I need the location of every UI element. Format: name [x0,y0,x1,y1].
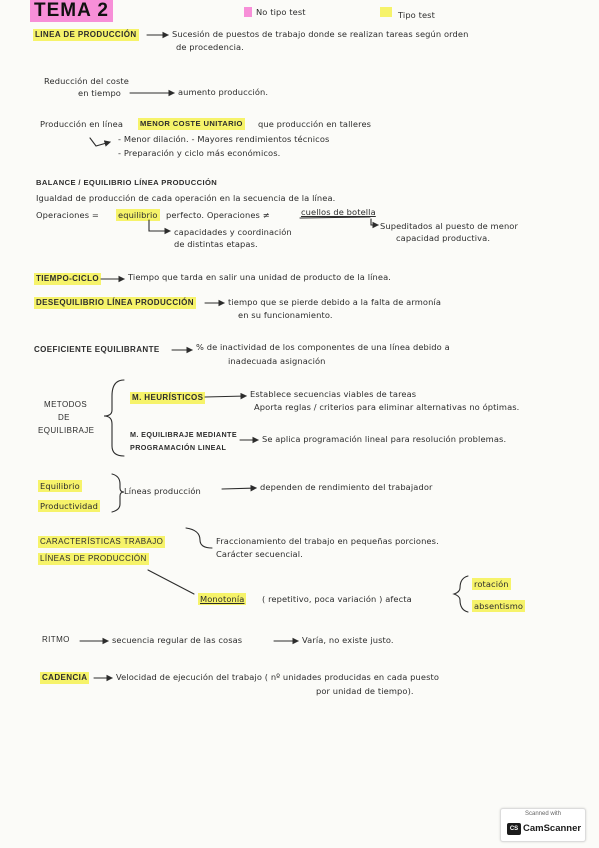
term-caracteristicas-1: CARACTERÍSTICAS TRABAJO [40,537,164,546]
reduccion-resultado: aumento producción. [178,87,269,97]
scanner-caption: Scanned with [524,811,562,817]
def-cadencia-1: Velocidad de ejecución del trabajo ( nº unidades producidas en cada puesto [116,672,440,682]
prod-linea-highlight: MENOR COSTE UNITARIO [140,119,243,128]
brace-caracteristicas [186,528,212,548]
arrow-lineas [222,488,256,489]
supeditados-2: capacidad productiva. [396,233,491,243]
term-heuristicos: M. HEURÍSTICOS [132,393,204,402]
ventajas-1: - Menor dilación. - Mayores rendimientos técnicos [118,134,330,144]
term-coeficiente: COEFICIENTE EQUILIBRANTE [34,345,160,354]
reduccion-coste-2: en tiempo [78,88,121,98]
def-cadencia-2: por unidad de tiempo). [316,686,414,696]
prod-linea-pre: Producción en línea [40,119,124,129]
def-ritmo: secuencia regular de las cosas [112,635,243,645]
def-heuristicos-2: Aporta reglas / criterios para eliminar alternativas no óptimas. [254,402,520,412]
cuellos-botella: cuellos de botella [301,207,376,217]
page-title: TEMA 2 [30,0,113,22]
line-monotonia [148,570,194,594]
operaciones-highlight: equilibrio [118,210,158,220]
capacidades-1: capacidades y coordinación [174,227,292,237]
metodos-label-1: METODOS [44,400,88,409]
def-caracteristicas-1: Fraccionamiento del trabajo en pequeñas porciones. [216,536,439,546]
def-coeficiente-1: % de inactividad de los componentes de una línea debido a [196,342,450,352]
def-heuristicos-1: Establece secuencias viables de tareas [250,389,417,399]
supeditados-1: Supeditados al puesto de menor [380,221,518,231]
def-linea-produccion-2: de procedencia. [176,42,244,52]
operaciones-pre: Operaciones = [36,210,99,220]
arrow-capacidades [149,220,170,231]
ventajas-2: - Preparación y ciclo más económicos. [118,148,281,158]
word-productividad: Productividad [40,501,98,511]
legend-label-no-test: No tipo test [256,7,306,17]
brace-equilibrio [112,474,124,512]
def-caracteristicas-2: Carácter secuencial. [216,549,303,559]
word-absentismo: absentismo [474,601,524,611]
term-lineal-2: PROGRAMACIÓN LINEAL [130,443,227,452]
underline-cuellos [300,217,370,218]
word-monotonia: Monotonía [200,594,245,604]
camscanner-logo-icon: CS [507,823,521,835]
operaciones-post: perfecto. Operaciones ≠ [166,210,270,220]
monotonia-post: ( repetitivo, poca variación ) afecta [262,594,412,604]
word-rotacion: rotación [474,579,509,589]
brace-metodos [104,380,124,456]
def-tiempo-ciclo: Tiempo que tarda en salir una unidad de producto de la línea. [128,272,391,282]
def-desequilibrio-2: en su funcionamiento. [238,310,333,320]
term-caracteristicas-2: LÍNEAS DE PRODUCCIÓN [40,554,147,563]
ritmo-resultado: Varía, no existe justo. [302,635,394,645]
arrow-heuristicos [205,396,246,397]
arrow-ventajas [90,138,110,146]
word-equilibrio: Equilibrio [40,481,80,491]
term-tiempo-ciclo: TIEMPO-CICLO [36,274,100,283]
brace-monotonia [454,576,468,612]
term-cadencia: CADENCIA [42,673,88,682]
capacidades-2: de distintas etapas. [174,239,258,249]
term-linea-produccion: LINEA DE PRODUCCIÓN [35,30,137,39]
scanner-badge [500,808,586,842]
balance-title: BALANCE / EQUILIBRIO LÍNEA PRODUCCIÓN [36,178,218,187]
def-desequilibrio-1: tiempo que se pierde debido a la falta de armonía [228,297,442,307]
metodos-label-3: EQUILIBRAJE [38,426,95,435]
lineas-def-pre: Líneas producción [124,486,201,496]
term-ritmo: RITMO [42,635,70,644]
metodos-label-2: DE [58,413,70,422]
def-coeficiente-2: inadecuada asignación [228,356,326,366]
lineas-def-post: dependen de rendimiento del trabajador [260,482,433,492]
prod-linea-post: que producción en talleres [258,119,372,129]
reduccion-coste-1: Reducción del coste [44,76,129,86]
def-lineal: Se aplica programación lineal para resolución problemas. [262,434,507,444]
scanner-brand: CamScanner [523,823,582,834]
arrow-supeditados [371,219,378,225]
balance-def: Igualdad de producción de cada operación en la secuencia de la línea. [36,193,336,203]
legend-label-test: Tipo test [398,10,435,20]
term-lineal-1: M. EQUILIBRAJE MEDIANTE [130,430,238,439]
def-linea-produccion-1: Sucesión de puestos de trabajo donde se realizan tareas según orden [172,29,469,39]
term-desequilibrio: DESEQUILIBRIO LÍNEA PRODUCCIÓN [36,298,194,307]
